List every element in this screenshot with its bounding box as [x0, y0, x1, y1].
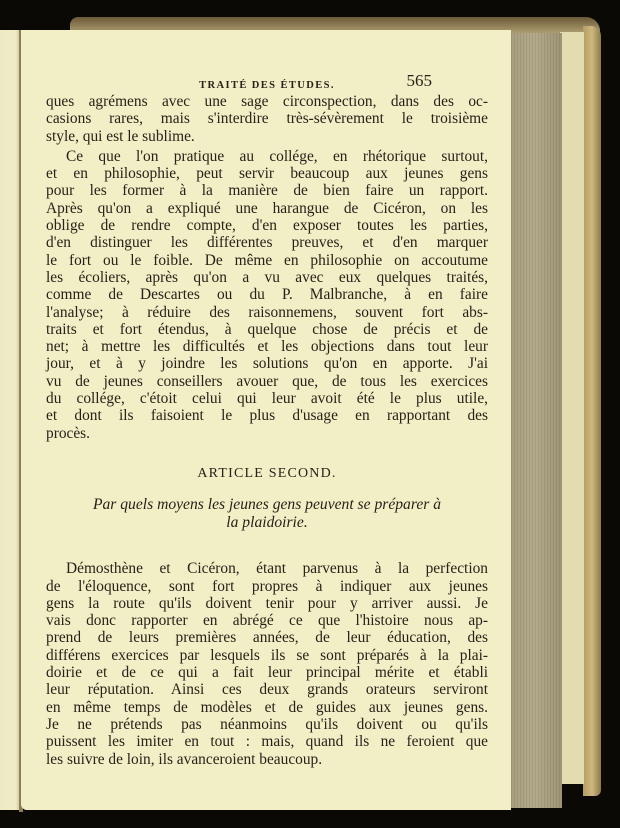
text-line: Ce que l'on pratique au collége, en rhétorique surtout, [66, 147, 488, 165]
text-line: différens exercices par lesquels ils se sont préparés à la plai- [46, 646, 488, 664]
text-line: du collége, c'étoit celui qui leur avoit été le plus utile, [46, 390, 488, 408]
text-line: pour les former à la manière de bien faire un rapport. [46, 182, 488, 200]
text-line: Démosthène et Cicéron, étant parvenus à la perfection [66, 560, 488, 578]
article-subtitle [46, 496, 488, 532]
running-title: TRAITÉ DES ÉTUDES. [199, 80, 335, 91]
paragraph-1 [46, 93, 488, 145]
subtitle-line: la plaidoirie. [226, 514, 308, 532]
text-line: d'en distinguer les différentes preuves, et d'en marquer [46, 234, 488, 252]
page-content [46, 72, 488, 768]
text-line: Je ne prétends pas néanmoins qu'ils doivent ou qu'ils [46, 715, 488, 733]
text-line: comme de Descartes ou du P. Malbranche, à en faire [46, 286, 488, 304]
text-line: les écoliers, après qu'on a vu avec eux quelques traités, [46, 268, 488, 286]
text-line: traits et fort étendus, à quelque chose de précis et de [46, 320, 488, 338]
text-line: gens la route qu'ils doivent tenir pour y arriver aussi. Je [46, 594, 488, 612]
text-line: net; à mettre les difficultés et les objections dans tout leur [46, 338, 488, 356]
paragraph-2 [46, 148, 488, 442]
text-line: puissent les imiter en tout : mais, quand ils ne feroient que [46, 733, 488, 751]
running-head [46, 72, 488, 92]
text-line: les suivre de loin, ils avanceroient beaucoup. [46, 750, 323, 768]
text-line: l'analyse; à réduire des raisonnemens, souvent fort abs- [46, 303, 488, 321]
text-line: vais donc rapporter en abrégé ce que l'histoire nous ap- [46, 612, 488, 630]
page-number: 565 [406, 71, 432, 90]
text-line: de l'éloquence, sont fort propres à indiquer aux jeunes [46, 577, 488, 595]
text-line: casions rares, mais s'interdire très-sévèrement le troisième [46, 110, 488, 128]
page-stack-edge [560, 32, 584, 784]
text-line: en même temps de modèles et de guides aux jeunes gens. [46, 698, 488, 716]
paragraph-3 [46, 560, 488, 768]
subtitle-line: Par quels moyens les jeunes gens peuvent se préparer à [92, 496, 442, 514]
text-line: et dont ils faisoient le plus d'usage en rapportant des [46, 407, 488, 425]
text-line: ques agrémens avec une sage circonspection, dans des oc- [46, 93, 488, 110]
text-line: le fort ou le foible. De même en philosophie on accoutume [46, 251, 488, 269]
text-line: et en philosophie, peut servir beaucoup aux jeunes gens [46, 165, 488, 183]
text-line: oblige de rendre compte, d'en exposer toutes les parties, [46, 217, 488, 235]
text-line: jour, et à y joindre les solutions qu'on en apporte. J'ai [46, 355, 488, 373]
text-line: leur réputation. Ainsi ces deux grands orateurs serviront [46, 681, 488, 699]
fore-edge [508, 33, 562, 808]
text-line: Après qu'on a expliqué une harangue de Cicéron, on les [46, 199, 488, 217]
text-line: doirie et de ce qui a fait leur principal mérite et établi [46, 664, 488, 682]
book-cover-right [583, 26, 601, 796]
text-line: style, qui est le sublime. [46, 127, 195, 145]
text-line: prend de leurs premières années, de leur éducation, des [46, 629, 488, 647]
text-line: procès. [46, 424, 91, 442]
article-heading: ARTICLE SECOND. [197, 465, 337, 481]
text-line: vu de jeunes conseillers avouer que, de tous les exercices [46, 372, 488, 390]
